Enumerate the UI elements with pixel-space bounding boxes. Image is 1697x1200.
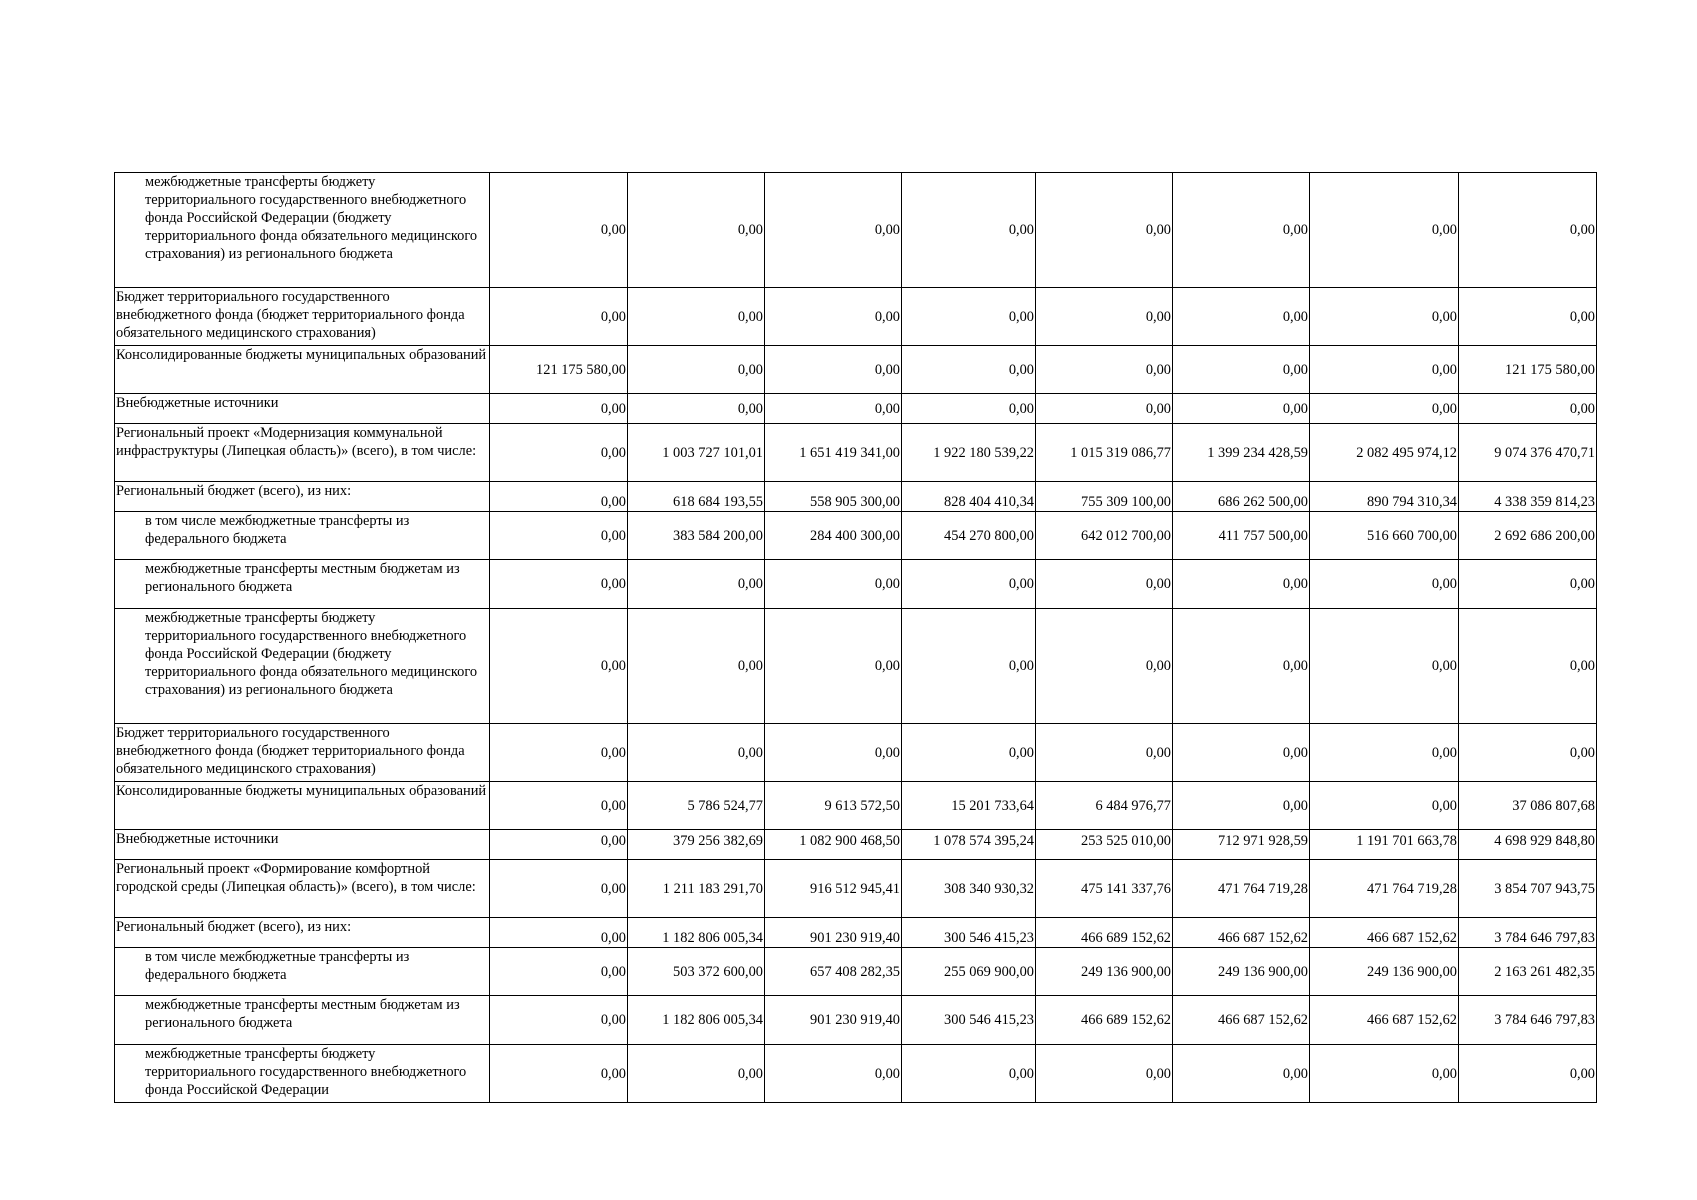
value-cell: 0,00 — [1173, 782, 1310, 830]
table-row — [115, 482, 1597, 512]
value-cell: 1 003 727 101,01 — [628, 424, 765, 482]
value-cell: 0,00 — [1036, 394, 1173, 424]
value-cell: 2 692 686 200,00 — [1459, 512, 1597, 560]
row-label: Внебюджетные источники — [115, 394, 490, 424]
value-cell: 9 613 572,50 — [765, 782, 902, 830]
value-cell: 516 660 700,00 — [1310, 512, 1459, 560]
value-cell: 454 270 800,00 — [902, 512, 1036, 560]
value-cell: 2 163 261 482,35 — [1459, 948, 1597, 996]
value-cell: 916 512 945,41 — [765, 860, 902, 918]
value-cell: 657 408 282,35 — [765, 948, 902, 996]
value-cell: 0,00 — [1310, 782, 1459, 830]
value-cell: 0,00 — [1310, 346, 1459, 394]
value-cell: 0,00 — [765, 1045, 902, 1103]
value-cell: 0,00 — [490, 860, 628, 918]
value-cell: 0,00 — [628, 288, 765, 346]
value-cell: 3 784 646 797,83 — [1459, 918, 1597, 948]
value-cell: 2 082 495 974,12 — [1310, 424, 1459, 482]
table-row — [115, 560, 1597, 609]
value-cell: 253 525 010,00 — [1036, 830, 1173, 860]
value-cell: 249 136 900,00 — [1310, 948, 1459, 996]
row-label: Региональный проект «Модернизация коммунальной инфраструктуры (Липецкая область)» (всего), в том числе: — [115, 424, 490, 482]
value-cell: 0,00 — [1036, 346, 1173, 394]
value-cell: 0,00 — [490, 1045, 628, 1103]
value-cell: 0,00 — [1036, 173, 1173, 288]
row-label: Внебюджетные источники — [115, 830, 490, 860]
value-cell: 755 309 100,00 — [1036, 482, 1173, 512]
value-cell: 712 971 928,59 — [1173, 830, 1310, 860]
value-cell: 901 230 919,40 — [765, 996, 902, 1045]
value-cell: 0,00 — [1310, 394, 1459, 424]
value-cell: 5 786 524,77 — [628, 782, 765, 830]
value-cell: 1 182 806 005,34 — [628, 996, 765, 1045]
value-cell: 0,00 — [1036, 560, 1173, 609]
value-cell: 901 230 919,40 — [765, 918, 902, 948]
value-cell: 1 182 806 005,34 — [628, 918, 765, 948]
value-cell: 0,00 — [628, 1045, 765, 1103]
value-cell: 1 191 701 663,78 — [1310, 830, 1459, 860]
value-cell: 383 584 200,00 — [628, 512, 765, 560]
value-cell: 0,00 — [1036, 288, 1173, 346]
value-cell: 0,00 — [490, 724, 628, 782]
value-cell: 0,00 — [490, 288, 628, 346]
table-row — [115, 1045, 1597, 1103]
table-row — [115, 512, 1597, 560]
table-row — [115, 424, 1597, 482]
value-cell: 475 141 337,76 — [1036, 860, 1173, 918]
value-cell: 0,00 — [902, 346, 1036, 394]
row-label: Бюджет территориального государственного внебюджетного фонда (бюджет территориального фонда обязательного медицинского страхования) — [115, 724, 490, 782]
value-cell: 0,00 — [902, 288, 1036, 346]
value-cell: 0,00 — [628, 724, 765, 782]
value-cell: 0,00 — [765, 346, 902, 394]
value-cell: 9 074 376 470,71 — [1459, 424, 1597, 482]
value-cell: 0,00 — [902, 1045, 1036, 1103]
value-cell: 0,00 — [628, 609, 765, 724]
row-label: межбюджетные трансферты местным бюджетам из регионального бюджета — [115, 560, 490, 609]
value-cell: 0,00 — [1310, 1045, 1459, 1103]
row-label: Бюджет территориального государственного внебюджетного фонда (бюджет территориального фонда обязательного медицинского страхования) — [115, 288, 490, 346]
value-cell: 0,00 — [1459, 560, 1597, 609]
value-cell: 249 136 900,00 — [1036, 948, 1173, 996]
value-cell: 503 372 600,00 — [628, 948, 765, 996]
budget-table-body — [115, 173, 1597, 1103]
value-cell: 3 784 646 797,83 — [1459, 996, 1597, 1045]
value-cell: 0,00 — [1310, 288, 1459, 346]
value-cell: 0,00 — [628, 173, 765, 288]
value-cell: 411 757 500,00 — [1173, 512, 1310, 560]
table-row — [115, 918, 1597, 948]
value-cell: 1 015 319 086,77 — [1036, 424, 1173, 482]
value-cell: 0,00 — [1173, 560, 1310, 609]
value-cell: 121 175 580,00 — [490, 346, 628, 394]
value-cell: 466 689 152,62 — [1036, 996, 1173, 1045]
value-cell: 466 687 152,62 — [1310, 996, 1459, 1045]
table-row — [115, 724, 1597, 782]
value-cell: 0,00 — [628, 394, 765, 424]
value-cell: 0,00 — [490, 996, 628, 1045]
value-cell: 379 256 382,69 — [628, 830, 765, 860]
row-label: в том числе межбюджетные трансферты из федерального бюджета — [115, 512, 490, 560]
value-cell: 828 404 410,34 — [902, 482, 1036, 512]
table-row — [115, 830, 1597, 860]
value-cell: 0,00 — [1173, 394, 1310, 424]
value-cell: 0,00 — [490, 424, 628, 482]
value-cell: 890 794 310,34 — [1310, 482, 1459, 512]
value-cell: 0,00 — [1310, 724, 1459, 782]
value-cell: 0,00 — [490, 512, 628, 560]
value-cell: 0,00 — [765, 394, 902, 424]
value-cell: 0,00 — [490, 560, 628, 609]
value-cell: 0,00 — [902, 173, 1036, 288]
value-cell: 0,00 — [1036, 1045, 1173, 1103]
row-label: Консолидированные бюджеты муниципальных образований — [115, 782, 490, 830]
row-label: межбюджетные трансферты бюджету территориального государственного внебюджетного фонда Российской Федерации (бюджету территориального фонда обязательного медицинского страхования) из регионального бюджета — [115, 173, 490, 288]
value-cell: 0,00 — [1459, 609, 1597, 724]
row-label: межбюджетные трансферты бюджету территориального государственного внебюджетного фонда Российской Федерации — [115, 1045, 490, 1103]
row-label: в том числе межбюджетные трансферты из федерального бюджета — [115, 948, 490, 996]
value-cell: 466 687 152,62 — [1173, 918, 1310, 948]
row-label: Региональный бюджет (всего), из них: — [115, 482, 490, 512]
value-cell: 0,00 — [1173, 724, 1310, 782]
value-cell: 471 764 719,28 — [1310, 860, 1459, 918]
value-cell: 0,00 — [765, 288, 902, 346]
table-row — [115, 394, 1597, 424]
value-cell: 0,00 — [490, 482, 628, 512]
table-row — [115, 609, 1597, 724]
value-cell: 0,00 — [765, 724, 902, 782]
value-cell: 6 484 976,77 — [1036, 782, 1173, 830]
value-cell: 0,00 — [490, 782, 628, 830]
value-cell: 121 175 580,00 — [1459, 346, 1597, 394]
value-cell: 0,00 — [902, 724, 1036, 782]
table-row — [115, 288, 1597, 346]
row-label: Консолидированные бюджеты муниципальных образований — [115, 346, 490, 394]
value-cell: 0,00 — [902, 394, 1036, 424]
table-row — [115, 346, 1597, 394]
value-cell: 249 136 900,00 — [1173, 948, 1310, 996]
value-cell: 300 546 415,23 — [902, 996, 1036, 1045]
table-row — [115, 173, 1597, 288]
value-cell: 0,00 — [1173, 1045, 1310, 1103]
value-cell: 0,00 — [1036, 609, 1173, 724]
value-cell: 308 340 930,32 — [902, 860, 1036, 918]
value-cell: 0,00 — [490, 948, 628, 996]
value-cell: 0,00 — [490, 918, 628, 948]
value-cell: 0,00 — [490, 609, 628, 724]
value-cell: 0,00 — [628, 560, 765, 609]
table-row — [115, 860, 1597, 918]
budget-table — [114, 172, 1597, 1103]
value-cell: 1 651 419 341,00 — [765, 424, 902, 482]
value-cell: 0,00 — [765, 609, 902, 724]
value-cell: 0,00 — [1459, 173, 1597, 288]
value-cell: 471 764 719,28 — [1173, 860, 1310, 918]
value-cell: 0,00 — [628, 346, 765, 394]
value-cell: 37 086 807,68 — [1459, 782, 1597, 830]
value-cell: 300 546 415,23 — [902, 918, 1036, 948]
value-cell: 0,00 — [1173, 346, 1310, 394]
value-cell: 0,00 — [1173, 288, 1310, 346]
value-cell: 284 400 300,00 — [765, 512, 902, 560]
value-cell: 1 082 900 468,50 — [765, 830, 902, 860]
row-label: межбюджетные трансферты местным бюджетам из регионального бюджета — [115, 996, 490, 1045]
value-cell: 1 399 234 428,59 — [1173, 424, 1310, 482]
value-cell: 4 698 929 848,80 — [1459, 830, 1597, 860]
value-cell: 0,00 — [1459, 1045, 1597, 1103]
value-cell: 0,00 — [902, 609, 1036, 724]
value-cell: 0,00 — [490, 173, 628, 288]
value-cell: 255 069 900,00 — [902, 948, 1036, 996]
value-cell: 0,00 — [1459, 724, 1597, 782]
value-cell: 0,00 — [902, 560, 1036, 609]
table-row — [115, 782, 1597, 830]
value-cell: 0,00 — [490, 394, 628, 424]
value-cell: 0,00 — [1036, 724, 1173, 782]
value-cell: 618 684 193,55 — [628, 482, 765, 512]
value-cell: 0,00 — [1459, 394, 1597, 424]
value-cell: 466 687 152,62 — [1173, 996, 1310, 1045]
value-cell: 1 922 180 539,22 — [902, 424, 1036, 482]
value-cell: 558 905 300,00 — [765, 482, 902, 512]
value-cell: 1 211 183 291,70 — [628, 860, 765, 918]
value-cell: 0,00 — [1310, 173, 1459, 288]
value-cell: 686 262 500,00 — [1173, 482, 1310, 512]
row-label: межбюджетные трансферты бюджету территориального государственного внебюджетного фонда Российской Федерации (бюджету территориального фонда обязательного медицинского страхования) из регионального бюджета — [115, 609, 490, 724]
value-cell: 0,00 — [1459, 288, 1597, 346]
value-cell: 642 012 700,00 — [1036, 512, 1173, 560]
table-row — [115, 948, 1597, 996]
value-cell: 0,00 — [765, 173, 902, 288]
row-label: Региональный бюджет (всего), из них: — [115, 918, 490, 948]
value-cell: 0,00 — [765, 560, 902, 609]
value-cell: 15 201 733,64 — [902, 782, 1036, 830]
value-cell: 0,00 — [1310, 560, 1459, 609]
value-cell: 466 687 152,62 — [1310, 918, 1459, 948]
table-row — [115, 996, 1597, 1045]
value-cell: 466 689 152,62 — [1036, 918, 1173, 948]
value-cell: 4 338 359 814,23 — [1459, 482, 1597, 512]
row-label: Региональный проект «Формирование комфортной городской среды (Липецкая область)» (всего), в том числе: — [115, 860, 490, 918]
value-cell: 0,00 — [1173, 173, 1310, 288]
value-cell: 3 854 707 943,75 — [1459, 860, 1597, 918]
value-cell: 1 078 574 395,24 — [902, 830, 1036, 860]
value-cell: 0,00 — [1310, 609, 1459, 724]
value-cell: 0,00 — [490, 830, 628, 860]
value-cell: 0,00 — [1173, 609, 1310, 724]
